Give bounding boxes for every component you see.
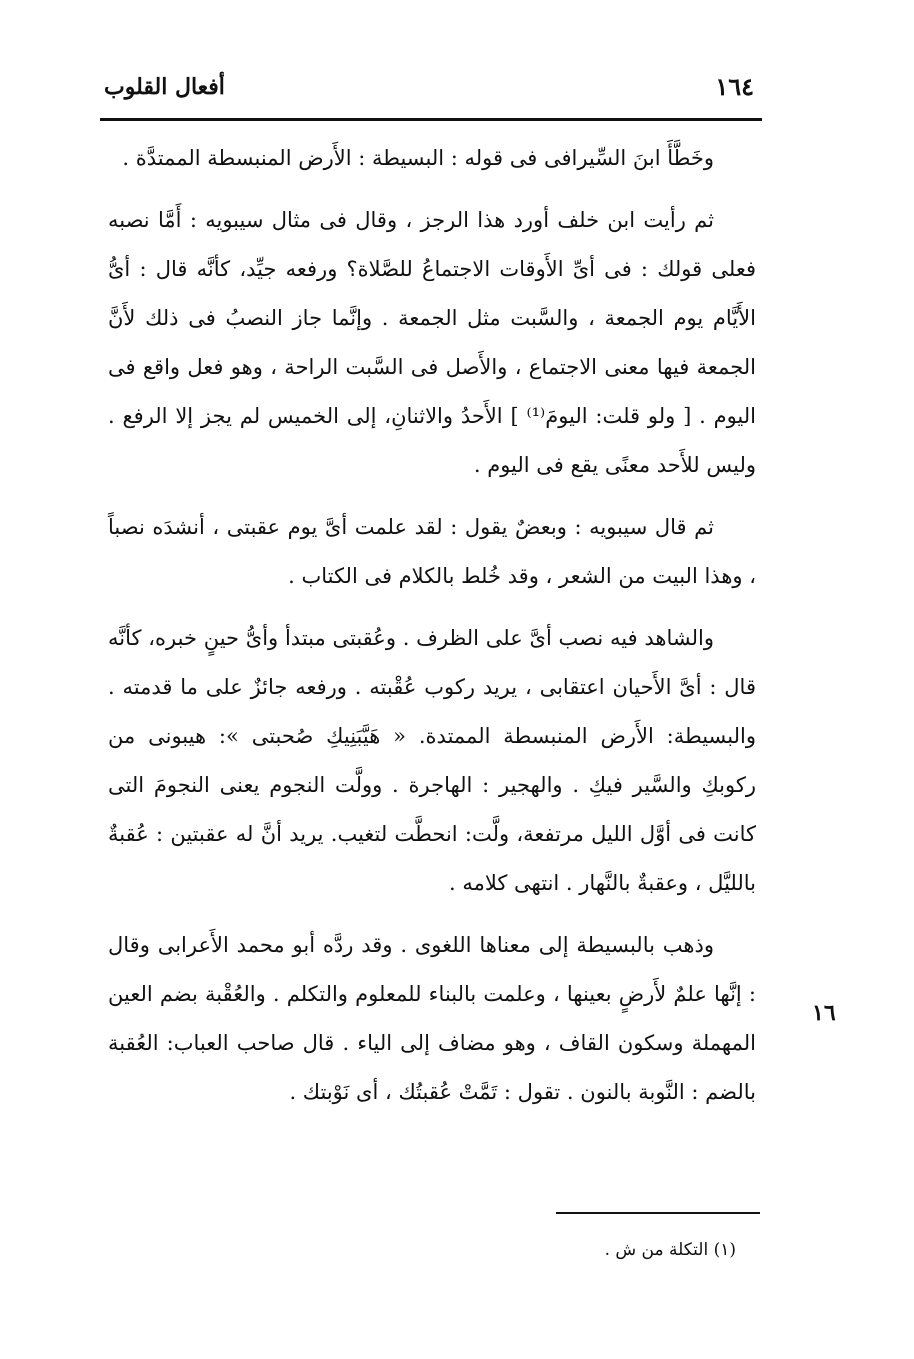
running-title: أفعال القلوب	[104, 74, 225, 100]
margin-line-number: ١٦	[812, 1000, 836, 1026]
footnote-rule	[556, 1212, 760, 1214]
footnote: (١) التكلة من ش .	[604, 1240, 736, 1260]
page-number: ١٦٤	[715, 72, 754, 101]
paragraph: وخَطَّأَ ابنَ السِّيرافى فى قوله : البسيطة : الأَرض المنبسطة الممتدَّة .	[122, 146, 714, 170]
paragraph: والشاهد فيه نصب أىَّ على الظرف . وعُقبتى مبتدأ وأىُّ حينٍ خبره، كأنَّه قال : أىَّ الأَحيان اعتقابى ، يريد ركوب عُقْبته . ورفعه جائزٌ على ما قدمته . والبسيطة: الأَرض المنبسطة الممتدة. « هَيَّبَنِيكِ صُحبتى »: هيبونى من ركوبكِ والسَّير فيكِ . والهجير : الهاجرة . وولَّت النجوم يعنى النجومَ التى كانت فى أوَّل الليل مرتفعة، ولَّت: انحطَّت لتغيب. يريد أنَّ له عقبتين : عُقبةٌ بالليَّل ، وعقبةٌ بالنَّهار . انتهى كلامه .	[108, 626, 756, 895]
paragraph: ثم قال سيبويه : وبعضٌ يقول : لقد علمت أىَّ يوم عقبتى ، أنشدَه نصباً ، وهذا البيت من الشعر ، وقد خُلط بالكلام فى الكتاب .	[108, 515, 756, 588]
page-header	[100, 72, 760, 112]
body-text	[108, 134, 756, 1130]
header-rule	[100, 118, 762, 121]
paragraph: وذهب بالبسيطة إلى معناها اللغوى . وقد ردَّه أبو محمد الأَعرابى وقال : إنَّها علمٌ لأَرضٍ بعينها ، وعلمت بالبناء للمعلوم والتكلم . والعُقْبة بضم العين المهملة وسكون القاف ، وهو مضاف إلى الياء . قال صاحب العباب: العُقبة بالضم : النَّوبة بالنون . تقول : تَمَّتْ عُقبتُك ، أى نَوْبتك .	[108, 933, 756, 1104]
paragraph: ثم رأيت ابن خلف أورد هذا الرجز ، وقال فى مثال سيبويه : أَمَّا نصبه فعلى قولك : فى أىِّ الأَوقات الاجتماعُ للصَّلاة؟ ورفعه جيِّد، كأنَّه قال : أىُّ الأَيَّام يوم الجمعة ، والسَّبت مثل الجمعة . وإنَّما جاز النصبُ فى ذلك لأَنَّ الجمعة فيها معنى الاجتماع ، والأَصل فى السَّبت الراحة ، وهو فعل واقع فى اليوم . [ ولو قلت: اليومَ⁽¹⁾ ] الأَحدُ والاثنانِ، إلى الخميس لم يجز إلا الرفع . وليس للأَحد معنًى يقع فى اليوم .	[108, 208, 756, 477]
